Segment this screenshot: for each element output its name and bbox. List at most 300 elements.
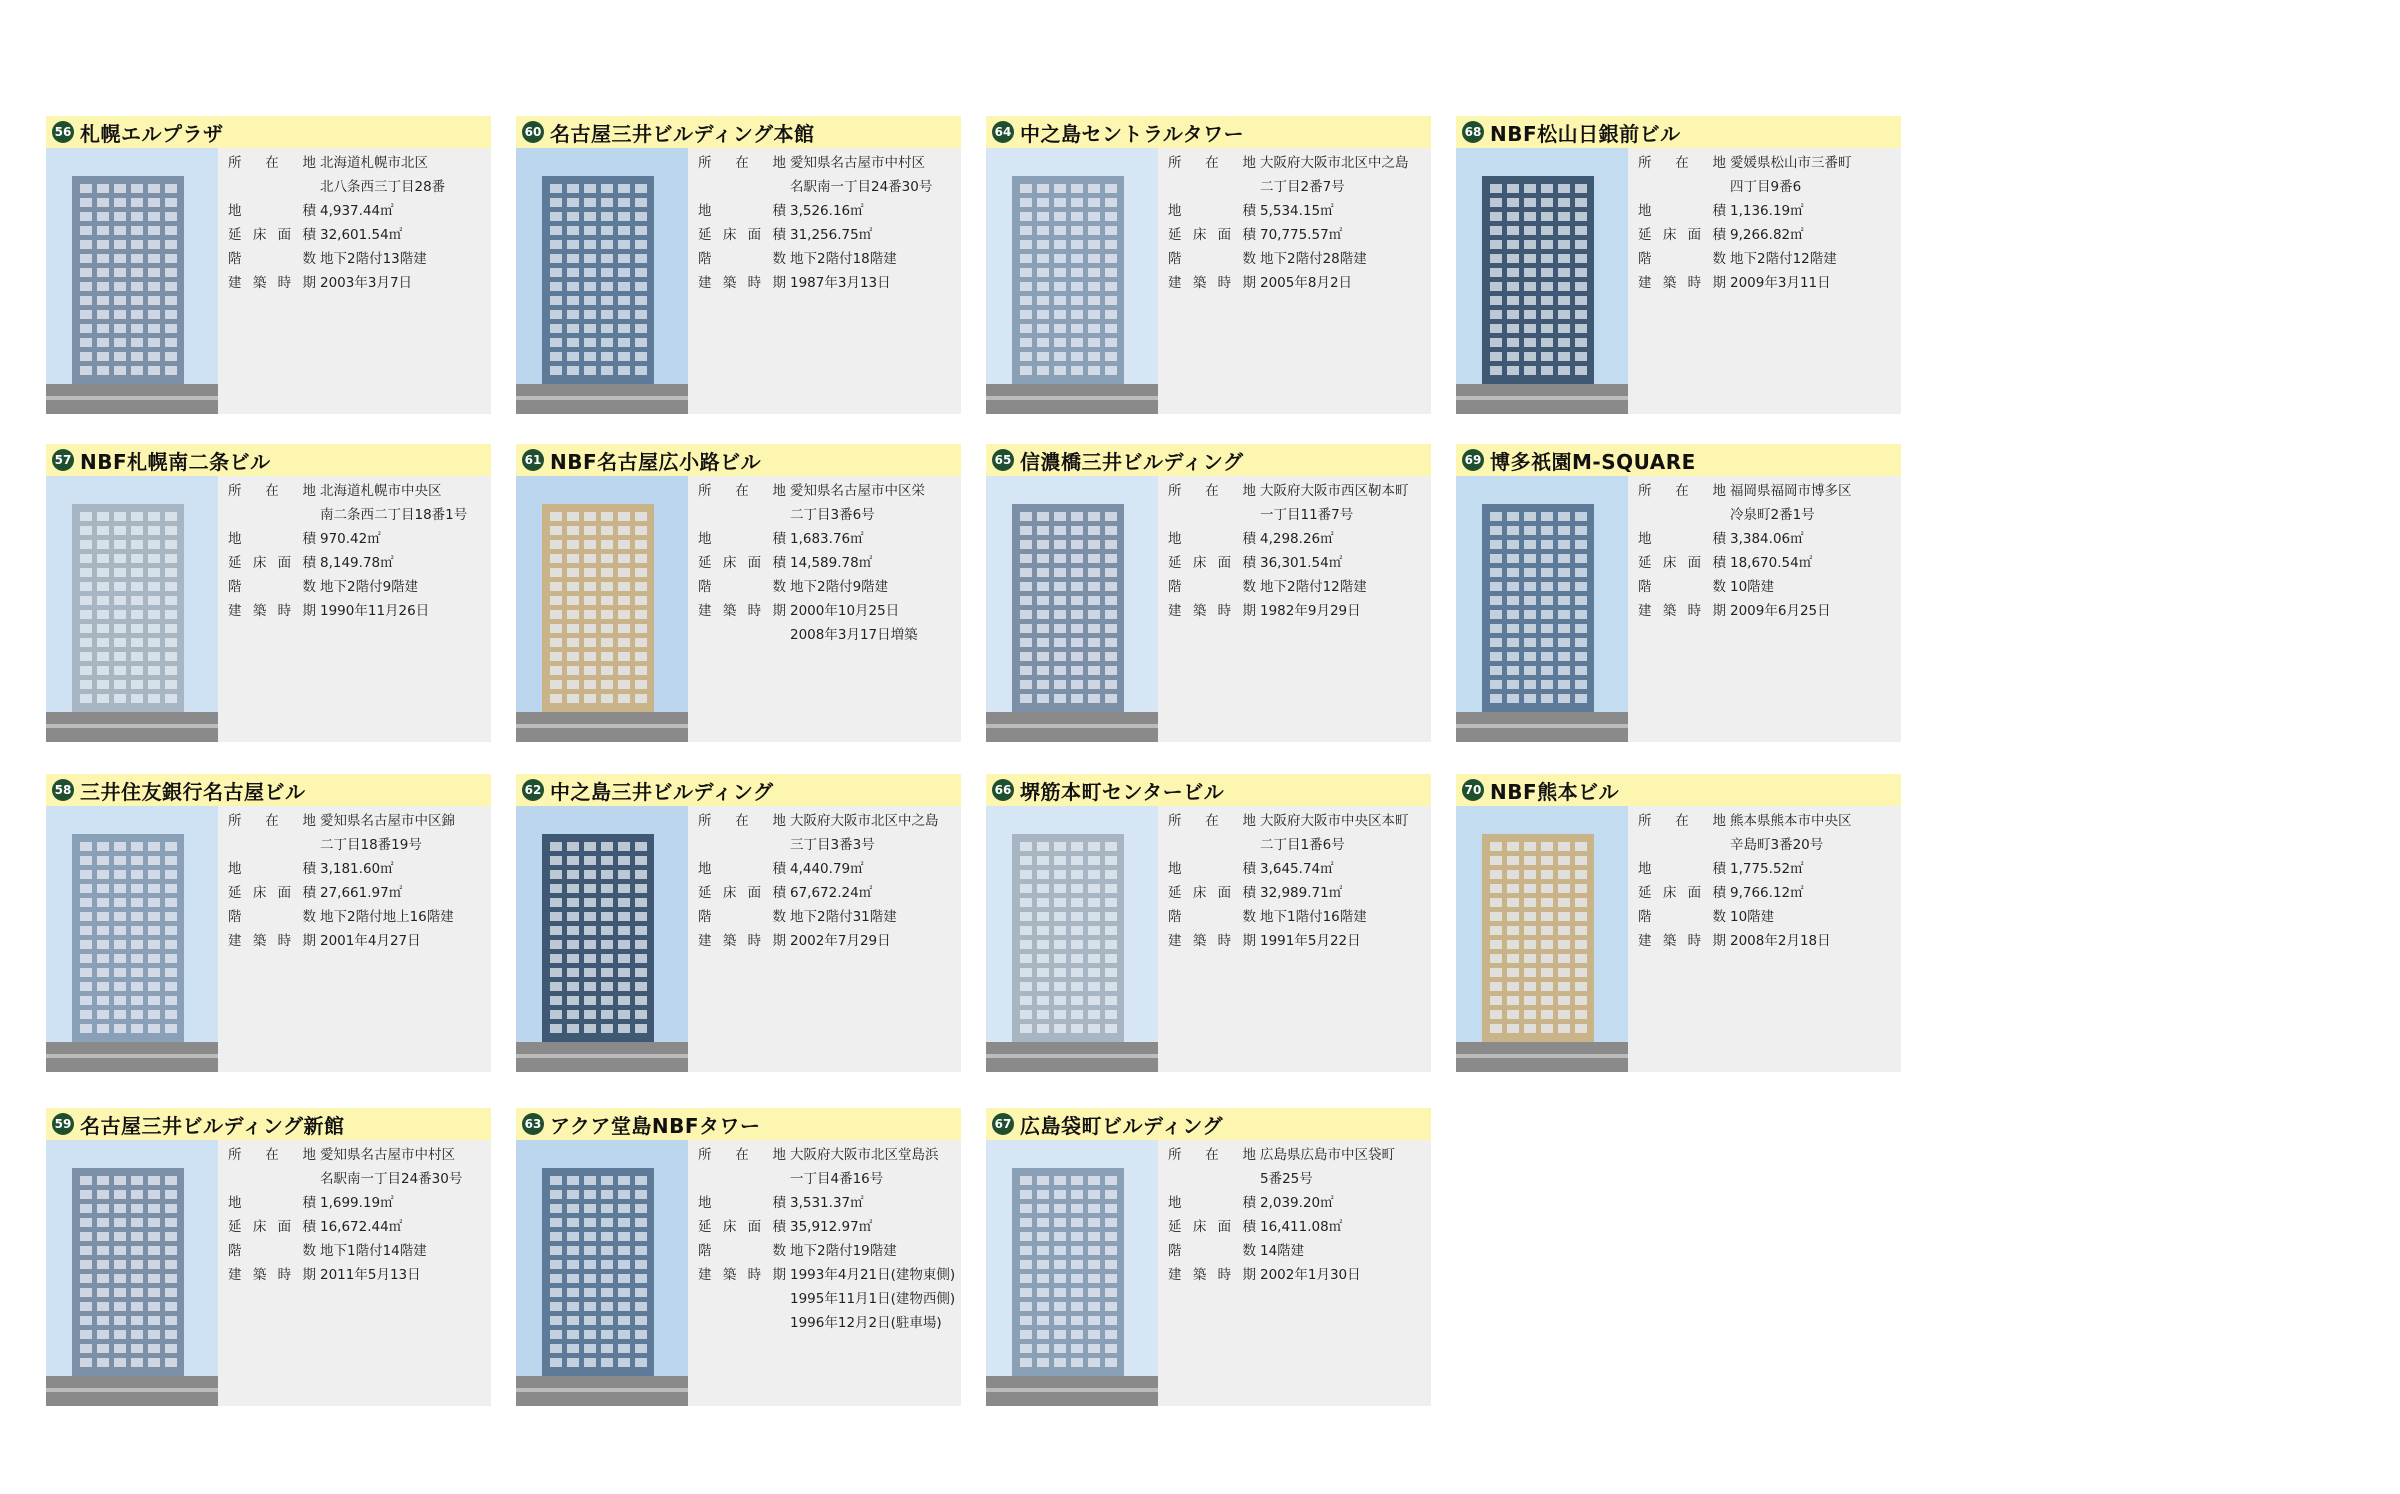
info-row-site_area xyxy=(698,1191,958,1215)
label-floors: 階 数 xyxy=(228,1243,316,1259)
info-row-floors xyxy=(228,247,488,271)
location-value: 名駅南一丁目24番30号 xyxy=(790,179,933,195)
floors-value: 地下2階付12階建 xyxy=(1260,579,1367,595)
label-floor_area: 延床面積 xyxy=(228,555,316,571)
floors-value: 地下1階付16階建 xyxy=(1260,909,1367,925)
label-site_area: 地 積 xyxy=(228,203,316,219)
floor-area-value: 27,661.97㎡ xyxy=(320,885,403,901)
info-row-site_area xyxy=(1168,527,1428,551)
info-row-built xyxy=(698,599,958,623)
card-header xyxy=(516,774,961,806)
card-body xyxy=(986,148,1431,414)
label-floors: 階 数 xyxy=(1168,909,1256,925)
building-photo xyxy=(986,476,1158,742)
building-photo xyxy=(1456,148,1628,414)
card-body xyxy=(986,1140,1431,1406)
property-name: 三井住友銀行名古屋ビル xyxy=(80,779,306,804)
label-site_area: 地 積 xyxy=(1638,531,1726,547)
label-site_area: 地 積 xyxy=(698,861,786,877)
floor-area-value: 31,256.75㎡ xyxy=(790,227,873,243)
floor-area-value: 36,301.54㎡ xyxy=(1260,555,1343,571)
property-info xyxy=(228,1143,488,1287)
label-floor_area: 延床面積 xyxy=(228,1219,316,1235)
card-header xyxy=(986,774,1431,806)
card-body xyxy=(1456,476,1901,742)
location-value: 愛知県名古屋市中区栄 xyxy=(790,483,925,499)
property-name: 堺筋本町センタービル xyxy=(1020,779,1225,804)
location-value: 大阪府大阪市西区靭本町 xyxy=(1260,483,1409,499)
location-value: 二丁目3番6号 xyxy=(790,507,875,523)
built-date-value: 2000年10月25日 xyxy=(790,603,900,619)
label-floor_area: 延床面積 xyxy=(698,885,786,901)
info-row-site_area xyxy=(1638,527,1898,551)
property-info xyxy=(698,479,958,647)
label-site_area: 地 積 xyxy=(1638,203,1726,219)
label-location: 所 在 地 xyxy=(228,483,316,499)
location-value: 一丁目11番7号 xyxy=(1260,507,1354,523)
built-date-value: 2009年3月11日 xyxy=(1730,275,1831,291)
label-floors: 階 数 xyxy=(1168,251,1256,267)
property-name: 中之島三井ビルディング xyxy=(550,779,774,804)
label-built: 建築時期 xyxy=(1168,933,1256,949)
label-floors: 階 数 xyxy=(698,579,786,595)
label-built: 建築時期 xyxy=(1638,603,1726,619)
info-row-site_area xyxy=(228,527,488,551)
label-built: 建築時期 xyxy=(228,603,316,619)
built-date-value: 1995年11月1日(建物西側) xyxy=(790,1291,956,1307)
building-photo xyxy=(46,806,218,1072)
card-body xyxy=(516,476,961,742)
label-location: 所 在 地 xyxy=(1638,155,1726,171)
label-floor_area: 延床面積 xyxy=(1638,885,1726,901)
site-area-value: 3,531.37㎡ xyxy=(790,1195,864,1211)
property-number-badge: 64 xyxy=(992,121,1014,143)
info-row-site_area xyxy=(228,199,488,223)
info-row-floors xyxy=(228,905,488,929)
property-info xyxy=(228,151,488,295)
info-row-built xyxy=(228,599,488,623)
label-built: 建築時期 xyxy=(228,1267,316,1283)
info-row-floors xyxy=(228,1239,488,1263)
location-value: 四丁目9番6 xyxy=(1730,179,1802,195)
location-value: 愛知県名古屋市中区錦 xyxy=(320,813,455,829)
info-row-location xyxy=(1168,809,1428,833)
label-floors: 階 数 xyxy=(228,251,316,267)
property-number-badge: 62 xyxy=(522,779,544,801)
label-location: 所 在 地 xyxy=(228,1147,316,1163)
info-row-floor_area xyxy=(228,223,488,247)
property-number-badge: 67 xyxy=(992,1113,1014,1135)
info-row-site_area xyxy=(1638,199,1898,223)
label-floor_area: 延床面積 xyxy=(698,227,786,243)
floor-area-value: 16,672.44㎡ xyxy=(320,1219,403,1235)
floors-value: 地下1階付14階建 xyxy=(320,1243,427,1259)
info-row-built xyxy=(1638,599,1898,623)
property-number-badge: 63 xyxy=(522,1113,544,1135)
floor-area-value: 70,775.57㎡ xyxy=(1260,227,1343,243)
built-date-value: 1991年5月22日 xyxy=(1260,933,1361,949)
label-floor_area: 延床面積 xyxy=(1638,227,1726,243)
location-value: 南二条西二丁目18番1号 xyxy=(320,507,468,523)
property-number-badge: 70 xyxy=(1462,779,1484,801)
floors-value: 地下2階付9階建 xyxy=(320,579,419,595)
label-location: 所 在 地 xyxy=(698,813,786,829)
info-row-floor_area xyxy=(698,551,958,575)
label-site_area: 地 積 xyxy=(1638,861,1726,877)
info-row-floors xyxy=(1168,1239,1428,1263)
floor-area-value: 32,601.54㎡ xyxy=(320,227,403,243)
info-row-location xyxy=(1168,479,1428,503)
building-photo xyxy=(516,476,688,742)
info-row-floors xyxy=(1638,905,1898,929)
site-area-value: 1,699.19㎡ xyxy=(320,1195,394,1211)
card-header xyxy=(1456,116,1901,148)
info-row-site_area xyxy=(698,857,958,881)
floor-area-value: 32,989.71㎡ xyxy=(1260,885,1343,901)
property-name: 札幌エルプラザ xyxy=(80,121,224,146)
built-date-value: 2011年5月13日 xyxy=(320,1267,421,1283)
info-row-floor_area xyxy=(1168,881,1428,905)
card-body xyxy=(516,806,961,1072)
built-date-value: 1987年3月13日 xyxy=(790,275,891,291)
label-location: 所 在 地 xyxy=(228,155,316,171)
floor-area-value: 9,766.12㎡ xyxy=(1730,885,1804,901)
location-value: 冷泉町2番1号 xyxy=(1730,507,1815,523)
built-date-value: 2002年1月30日 xyxy=(1260,1267,1361,1283)
label-built: 建築時期 xyxy=(1168,275,1256,291)
info-row-floors xyxy=(698,905,958,929)
info-row-location xyxy=(1638,809,1898,833)
built-date-value: 1996年12月2日(駐車場) xyxy=(790,1315,942,1331)
built-date-value: 2001年4月27日 xyxy=(320,933,421,949)
card-body xyxy=(46,1140,491,1406)
property-name: NBF松山日銀前ビル xyxy=(1490,121,1681,146)
info-row-floors xyxy=(698,247,958,271)
card-header xyxy=(46,1108,491,1140)
location-value: 大阪府大阪市北区堂島浜 xyxy=(790,1147,939,1163)
card-body xyxy=(1456,806,1901,1072)
built-date-value: 2005年8月2日 xyxy=(1260,275,1353,291)
floors-value: 10階建 xyxy=(1730,909,1775,925)
label-floors: 階 数 xyxy=(1638,251,1726,267)
property-info xyxy=(698,809,958,953)
location-value: 福岡県福岡市博多区 xyxy=(1730,483,1852,499)
label-floors: 階 数 xyxy=(1168,579,1256,595)
site-area-value: 2,039.20㎡ xyxy=(1260,1195,1334,1211)
label-location: 所 在 地 xyxy=(698,155,786,171)
info-row-site_area xyxy=(1168,1191,1428,1215)
info-row-floor_area xyxy=(1168,551,1428,575)
info-row-floor_area xyxy=(1638,551,1898,575)
label-site_area: 地 積 xyxy=(1168,861,1256,877)
location-value: 二丁目2番7号 xyxy=(1260,179,1345,195)
label-location: 所 在 地 xyxy=(1168,155,1256,171)
location-value: 広島県広島市中区袋町 xyxy=(1260,1147,1395,1163)
label-floors: 階 数 xyxy=(698,251,786,267)
info-row-location xyxy=(698,809,958,833)
info-row-site_area xyxy=(698,199,958,223)
floor-area-value: 9,266.82㎡ xyxy=(1730,227,1804,243)
label-built: 建築時期 xyxy=(1638,933,1726,949)
info-row-location xyxy=(1638,479,1898,503)
card-header xyxy=(516,116,961,148)
property-info xyxy=(1168,151,1428,295)
building-photo xyxy=(986,1140,1158,1406)
info-row-floor_area xyxy=(698,881,958,905)
label-built: 建築時期 xyxy=(1168,1267,1256,1283)
property-info xyxy=(228,479,488,623)
property-info xyxy=(698,1143,958,1335)
card-header xyxy=(46,774,491,806)
floor-area-value: 8,149.78㎡ xyxy=(320,555,394,571)
property-name: アクア堂島NBFタワー xyxy=(550,1113,761,1138)
floor-area-value: 14,589.78㎡ xyxy=(790,555,873,571)
property-name: 中之島セントラルタワー xyxy=(1020,121,1245,146)
label-built: 建築時期 xyxy=(1638,275,1726,291)
site-area-value: 1,683.76㎡ xyxy=(790,531,864,547)
floors-value: 地下2階付28階建 xyxy=(1260,251,1367,267)
property-name: 名古屋三井ビルディング本館 xyxy=(550,121,815,146)
info-row-built xyxy=(1638,271,1898,295)
card-header xyxy=(516,444,961,476)
info-row-built xyxy=(1168,599,1428,623)
label-site_area: 地 積 xyxy=(228,531,316,547)
info-row-location xyxy=(228,479,488,503)
card-header xyxy=(1456,444,1901,476)
property-number-badge: 65 xyxy=(992,449,1014,471)
location-value: 大阪府大阪市中央区本町 xyxy=(1260,813,1409,829)
info-row-floor_area xyxy=(1168,1215,1428,1239)
floor-area-value: 16,411.08㎡ xyxy=(1260,1219,1343,1235)
property-number-badge: 61 xyxy=(522,449,544,471)
location-value: 北八条西三丁目28番 xyxy=(320,179,446,195)
label-location: 所 在 地 xyxy=(1168,1147,1256,1163)
label-location: 所 在 地 xyxy=(698,483,786,499)
property-name: NBF札幌南二条ビル xyxy=(80,449,271,474)
building-photo xyxy=(516,1140,688,1406)
location-value: 大阪府大阪市北区中之島 xyxy=(1260,155,1409,171)
card-header xyxy=(516,1108,961,1140)
floor-area-value: 18,670.54㎡ xyxy=(1730,555,1813,571)
property-number-badge: 66 xyxy=(992,779,1014,801)
location-value: 熊本県熊本市中央区 xyxy=(1730,813,1852,829)
property-number-badge: 60 xyxy=(522,121,544,143)
property-info xyxy=(1638,809,1898,953)
card-body xyxy=(46,806,491,1072)
info-row-location xyxy=(228,809,488,833)
location-value: 愛知県名古屋市中村区 xyxy=(320,1147,455,1163)
info-row-built xyxy=(1638,929,1898,953)
info-row-floor_area xyxy=(228,1215,488,1239)
label-site_area: 地 積 xyxy=(228,1195,316,1211)
label-location: 所 在 地 xyxy=(1638,813,1726,829)
label-location: 所 在 地 xyxy=(698,1147,786,1163)
info-row-built xyxy=(1168,1263,1428,1287)
floors-value: 10階建 xyxy=(1730,579,1775,595)
site-area-value: 970.42㎡ xyxy=(320,531,381,547)
property-name: NBF熊本ビル xyxy=(1490,779,1620,804)
label-floor_area: 延床面積 xyxy=(1168,227,1256,243)
site-area-value: 5,534.15㎡ xyxy=(1260,203,1334,219)
info-row-floor_area xyxy=(1638,881,1898,905)
site-area-value: 4,440.79㎡ xyxy=(790,861,864,877)
site-area-value: 3,645.74㎡ xyxy=(1260,861,1334,877)
property-number-badge: 69 xyxy=(1462,449,1484,471)
label-built: 建築時期 xyxy=(228,275,316,291)
label-location: 所 在 地 xyxy=(1168,813,1256,829)
info-row-built xyxy=(228,1263,488,1287)
card-body xyxy=(1456,148,1901,414)
label-built: 建築時期 xyxy=(1168,603,1256,619)
info-row-floor_area xyxy=(698,1215,958,1239)
building-photo xyxy=(46,476,218,742)
location-value: 辛島町3番20号 xyxy=(1730,837,1824,853)
floors-value: 地下2階付12階建 xyxy=(1730,251,1837,267)
card-body xyxy=(986,476,1431,742)
property-number-badge: 57 xyxy=(52,449,74,471)
label-floor_area: 延床面積 xyxy=(1638,555,1726,571)
info-row-location xyxy=(698,151,958,175)
label-site_area: 地 積 xyxy=(1168,1195,1256,1211)
info-row-floor_area xyxy=(1638,223,1898,247)
built-date-value: 1982年9月29日 xyxy=(1260,603,1361,619)
info-row-site_area xyxy=(698,527,958,551)
building-photo xyxy=(986,806,1158,1072)
property-info xyxy=(1168,479,1428,623)
label-built: 建築時期 xyxy=(698,1267,786,1283)
card-header xyxy=(986,1108,1431,1140)
floors-value: 地下2階付地上16階建 xyxy=(320,909,454,925)
building-photo xyxy=(1456,476,1628,742)
info-row-location xyxy=(1168,151,1428,175)
location-value: 愛媛県松山市三番町 xyxy=(1730,155,1852,171)
property-name: 広島袋町ビルディング xyxy=(1020,1113,1223,1138)
label-floor_area: 延床面積 xyxy=(228,227,316,243)
info-row-floor_area xyxy=(228,881,488,905)
property-name: 名古屋三井ビルディング新館 xyxy=(80,1113,345,1138)
label-built: 建築時期 xyxy=(698,275,786,291)
label-site_area: 地 積 xyxy=(698,1195,786,1211)
site-area-value: 4,937.44㎡ xyxy=(320,203,394,219)
location-value: 北海道札幌市北区 xyxy=(320,155,428,171)
floor-area-value: 35,912.97㎡ xyxy=(790,1219,873,1235)
info-row-built xyxy=(698,271,958,295)
info-row-site_area xyxy=(228,857,488,881)
info-row-floor_area xyxy=(1168,223,1428,247)
building-photo xyxy=(1456,806,1628,1072)
property-info xyxy=(1168,809,1428,953)
site-area-value: 3,181.60㎡ xyxy=(320,861,394,877)
label-floors: 階 数 xyxy=(1168,1243,1256,1259)
built-date-value: 2003年3月7日 xyxy=(320,275,413,291)
property-number-badge: 68 xyxy=(1462,121,1484,143)
info-row-location xyxy=(1168,1143,1428,1167)
label-floor_area: 延床面積 xyxy=(228,885,316,901)
building-photo xyxy=(46,1140,218,1406)
built-date-value: 2009年6月25日 xyxy=(1730,603,1831,619)
label-floor_area: 延床面積 xyxy=(1168,555,1256,571)
info-row-floors xyxy=(1168,247,1428,271)
location-value: 北海道札幌市中央区 xyxy=(320,483,442,499)
site-area-value: 1,775.52㎡ xyxy=(1730,861,1804,877)
label-site_area: 地 積 xyxy=(698,531,786,547)
label-built: 建築時期 xyxy=(228,933,316,949)
label-floors: 階 数 xyxy=(1638,579,1726,595)
info-row-site_area xyxy=(1168,199,1428,223)
location-value: 三丁目3番3号 xyxy=(790,837,875,853)
built-date-value: 2008年3月17日増築 xyxy=(790,627,918,643)
property-info xyxy=(1638,479,1898,623)
info-row-built xyxy=(698,1263,958,1287)
info-row-built xyxy=(698,929,958,953)
building-photo xyxy=(986,148,1158,414)
info-row-floors xyxy=(698,1239,958,1263)
floor-area-value: 67,672.24㎡ xyxy=(790,885,873,901)
label-site_area: 地 積 xyxy=(1168,531,1256,547)
card-header xyxy=(986,116,1431,148)
card-header xyxy=(46,116,491,148)
property-name: 博多祇園M-SQUARE xyxy=(1490,449,1696,474)
location-value: 5番25号 xyxy=(1260,1171,1313,1187)
location-value: 二丁目18番19号 xyxy=(320,837,422,853)
building-photo xyxy=(46,148,218,414)
card-body xyxy=(46,148,491,414)
card-body xyxy=(516,148,961,414)
card-header xyxy=(986,444,1431,476)
label-floors: 階 数 xyxy=(698,909,786,925)
property-name: 信濃橋三井ビルディング xyxy=(1020,449,1244,474)
info-row-location xyxy=(1638,151,1898,175)
label-location: 所 在 地 xyxy=(228,813,316,829)
label-floor_area: 延床面積 xyxy=(698,1219,786,1235)
card-body xyxy=(986,806,1431,1072)
label-floor_area: 延床面積 xyxy=(698,555,786,571)
site-area-value: 3,526.16㎡ xyxy=(790,203,864,219)
info-row-location xyxy=(228,151,488,175)
floors-value: 地下2階付13階建 xyxy=(320,251,427,267)
property-info xyxy=(1168,1143,1428,1287)
info-row-floors xyxy=(1638,247,1898,271)
info-row-site_area xyxy=(1168,857,1428,881)
info-row-site_area xyxy=(1638,857,1898,881)
floors-value: 地下2階付31階建 xyxy=(790,909,897,925)
info-row-floors xyxy=(228,575,488,599)
info-row-built xyxy=(1168,271,1428,295)
location-value: 大阪府大阪市北区中之島 xyxy=(790,813,939,829)
info-row-location xyxy=(698,1143,958,1167)
info-row-floors xyxy=(1168,905,1428,929)
floors-value: 地下2階付19階建 xyxy=(790,1243,897,1259)
label-floors: 階 数 xyxy=(698,1243,786,1259)
property-number-badge: 59 xyxy=(52,1113,74,1135)
floors-value: 14階建 xyxy=(1260,1243,1305,1259)
label-floor_area: 延床面積 xyxy=(1168,1219,1256,1235)
info-row-floor_area xyxy=(698,223,958,247)
location-value: 名駅南一丁目24番30号 xyxy=(320,1171,463,1187)
label-floors: 階 数 xyxy=(228,579,316,595)
property-info xyxy=(1638,151,1898,295)
info-row-floors xyxy=(1638,575,1898,599)
info-row-built xyxy=(228,271,488,295)
floors-value: 地下2階付18階建 xyxy=(790,251,897,267)
property-name: NBF名古屋広小路ビル xyxy=(550,449,762,474)
label-floors: 階 数 xyxy=(228,909,316,925)
info-row-site_area xyxy=(228,1191,488,1215)
location-value: 一丁目4番16号 xyxy=(790,1171,884,1187)
info-row-location xyxy=(228,1143,488,1167)
location-value: 二丁目1番6号 xyxy=(1260,837,1345,853)
location-value: 愛知県名古屋市中村区 xyxy=(790,155,925,171)
